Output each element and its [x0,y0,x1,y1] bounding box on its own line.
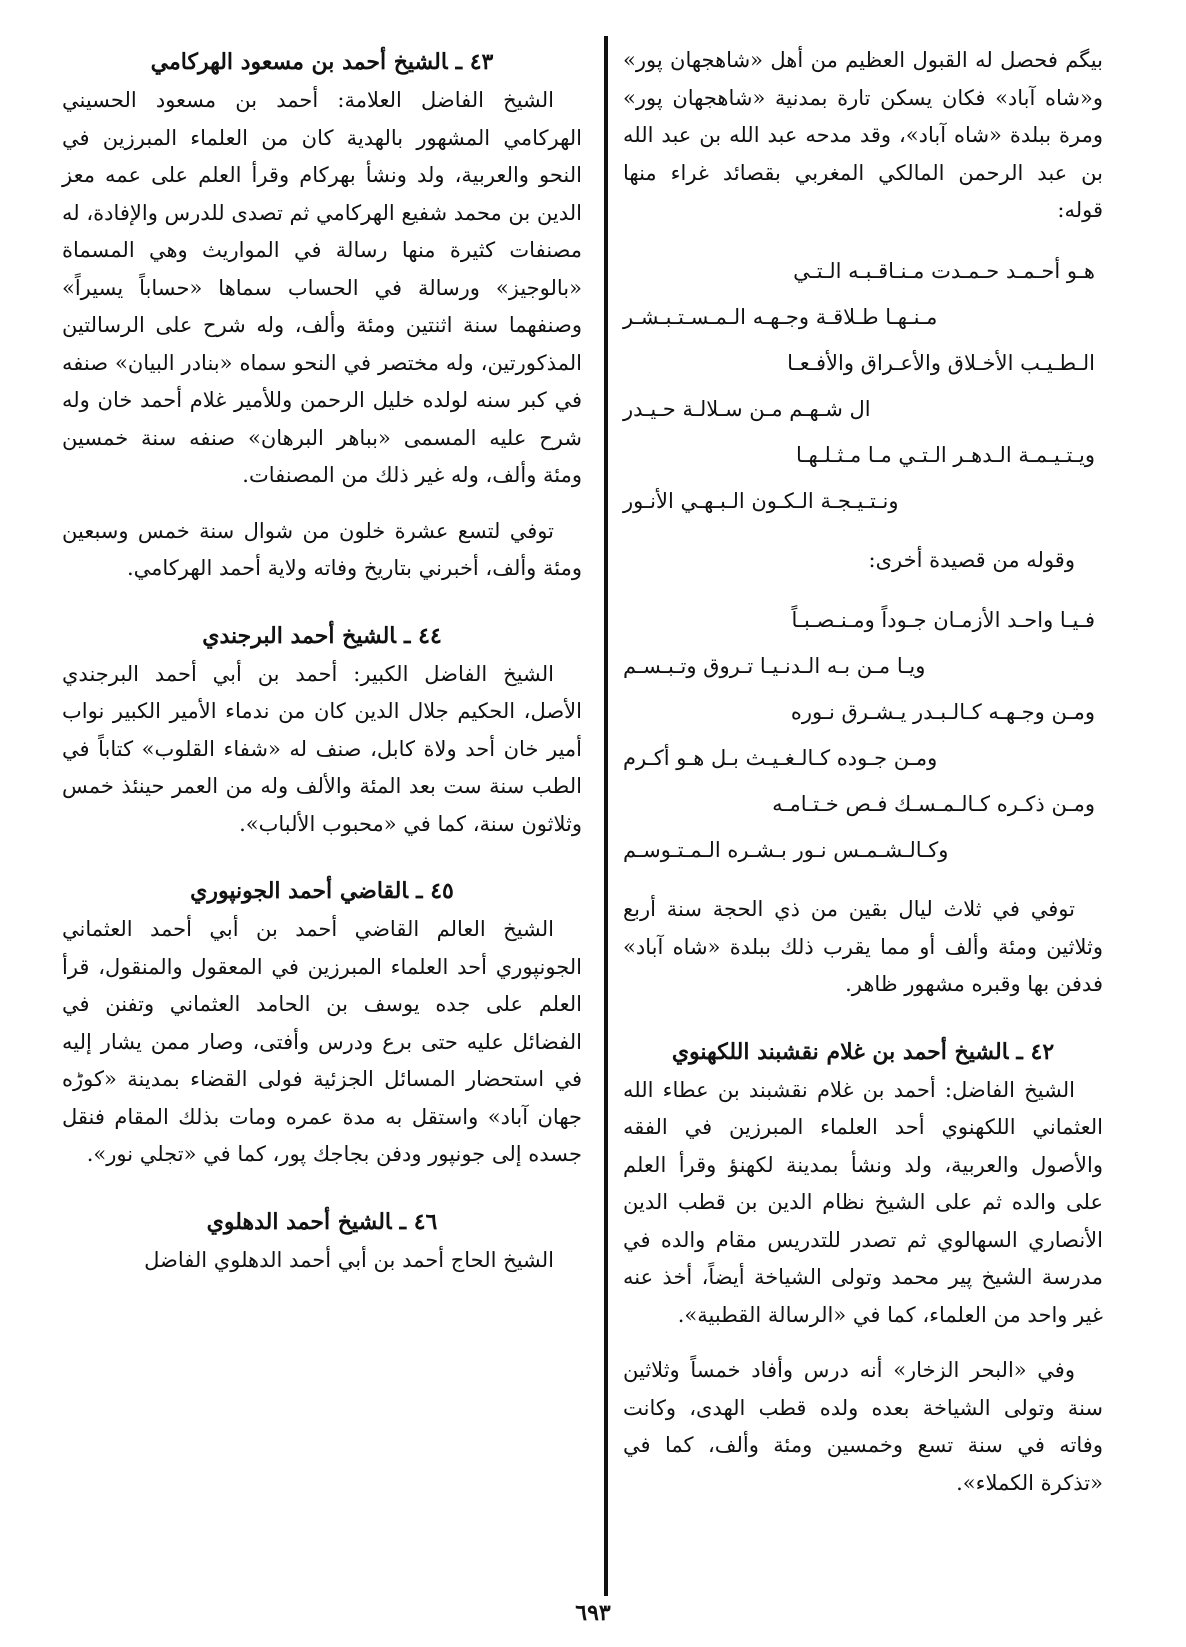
entry-number: ٤٤ ـ [404,622,442,649]
entry-45-paragraph-1: الشيخ العالم القاضي أحمد بن أبي أحمد العثماني الجونپوري أحد العلماء المبرزين في المعقول والمنقول، قرأ العلم على جده يوسف بن الحامد العثماني وتفنن في الفضائل عليه حتى برع ودرس وأفتى، وصار ممن يشار إليه في استحضار المسائل الجزئية فولى القضاء بمدينة «كوڑه جهان آباد» واستقل به مدة عمره ومات بذلك المقام فنقل جسده إلى جونپور ودفن بجاجك پور، كما في «تجلي نور». [62,917,582,1166]
poem-1 [623,248,1103,524]
entry-title: الشيخ أحمد الدهلوي [206,1208,392,1235]
entry-44-heading [62,616,582,656]
entry-title: الشيخ أحمد البرجندي [202,622,397,649]
death-paragraph: توفي في ثلاث ليال بقين من ذي الحجة سنة أربع وثلاثين ومئة وألف أو مما يقرب ذلك ببلدة «شاه آباد» فدفن بها وقبره مشهور ظاهر. [623,897,1103,996]
entry-42-paragraph-1: الشيخ الفاضل: أحمد بن غلام نقشبند بن عطاء الله العثماني اللكهنوي أحد العلماء المبرزين في الفقه والأصول والعربية، ولد ونشأ بمدينة لكهنؤ وقرأ العلم على والده ثم على الشيخ نظام الدين بن قطب الدين الأنصاري السهالوي ثم تصدر للتدريس مقام والده في مدرسة الشيخ پير محمد وتولى الشياخة أيضاً، أخذ عنه غير واحد من العلماء، كما في «الرسالة القطبية». [623,1077,1103,1327]
entry-44-paragraph-1: الشيخ الفاضل الكبير: أحمد بن أبي أحمد البرجندي الأصل، الحكيم جلال الدين كان من ندماء الأمير الكبير نواب أمير خان أحد ولاة كابل، صنف له «شفاء القلوب» كتاباً في الطب سنة ست بعد المئة والألف وله من العمر حينئذ خمس وثلاثون سنة، كما في «محبوب الألباب». [62,661,582,836]
poem-2 [623,597,1103,873]
entry-43-heading [62,42,582,82]
entry-number: ٤٥ ـ [416,878,454,904]
left-column [62,42,582,1279]
entry-number: ٤٢ ـ [1016,1038,1055,1065]
entry-43-paragraph-2: توفي لتسع عشرة خلون من شوال سنة خمس وسبعين ومئة وألف، أخبرني بتاريخ وفاته ولاية أحمد الهركامي. [62,518,582,580]
entry-46-heading [62,1202,582,1242]
entry-42-heading [623,1032,1103,1072]
entry-46-paragraph-1: الشيخ الحاج أحمد بن أبي أحمد الدهلوي الفاضل [144,1247,554,1272]
entry-title: الشيخ أحمد بن مسعود الهركامي [150,49,448,75]
verse-line: ال شـهـم مـن سـلالـة حـيـدر [623,396,871,421]
verse-line: ويـا مـن بـه الـدنـيـا تـروق وتـبـسـم [623,654,926,678]
verse-line: هـو أحـمـد حـمـدت مـنـاقـبـه الـتـي [793,258,1095,283]
intro-paragraph: بيگم فحصل له القبول العظيم من أهل «شاهجهان پور» و«شاه آباد» فكان يسكن تارة بمدنية «شاهجهان پور» ومرة ببلدة «شاه آباد»، وقد مدحه عبد الله بن عبد الله بن عبد الرحمن المالكي المغربي بقصائد غراء منها قوله: [623,48,1103,222]
entry-number: ٤٣ ـ [455,49,494,75]
verse-line: وكـالـشـمـس نـور بـشـره الـمـتـوسـم [623,838,949,862]
verse-line: ويـتـيـمـة الـدهـر الـتـي مـا مـثـلـهـا [796,442,1095,467]
verse-line: ومـن ذكـره كـالـمـسـك فـص خـتـامـه [772,792,1095,816]
entry-title: القاضي أحمد الجونپوري [190,878,409,904]
entry-title: الشيخ أحمد بن غلام نقشبند اللكهنوي [671,1038,1009,1065]
right-column [623,42,1103,1502]
verse-line: ونـتـيـجـة الـكـون الـبـهـي الأنـور [623,488,899,513]
column-divider [604,36,608,1596]
entry-43-paragraph-1: الشيخ الفاضل العلامة: أحمد بن مسعود الحسيني الهركامي المشهور بالهدية كان من العلماء المبرزين في النحو والعربية، ولد ونشأ بهركام وقرأ العلم على عمه معز الدين بن محمد شفيع الهركامي ثم تصدى للدرس والإفادة، له مصنفات كثيرة منها رسالة في المواريث وهي المسماة «بالوجيز» ورسالة في الحساب سماها «حساباً يسيراً» وصنفهما سنة اثنتين ومئة وألف، وله شرح على الرسالتين المذكورتين، وله مختصر في النحو سماه «بنادر البيان» صنفه في كبر سنه لولده خليل الرحمن وللأمير غلام أحمد خان وله شرح عليه المسمى «بباهر البرهان» صنفه سنة خمسين ومئة وألف، وله غير ذلك من المصنفات. [61,88,582,487]
verse-line: الـطـيـب الأخـلاق والأعـراق والأفـعـا [787,350,1095,375]
page-number: ٦٩٣ [575,1600,611,1626]
entry-number: ٤٦ ـ [399,1208,438,1235]
verse-line: مـنـهـا طـلاقـة وجـهـه الـمـسـتـبـشـر [623,304,938,329]
verse-line: ومـن جـوده كـالـغـيـث بـل هـو أكـرم [623,746,938,770]
verse-line: فـيـا واحـد الأزمـان جـوداً ومـنـصـبـاً [791,608,1095,632]
verse-line: ومـن وجـهـه كـالـبـدر يـشـرق نـوره [790,700,1095,724]
entry-42-paragraph-2: وفي «البحر الزخار» أنه درس وأفاد خمساً وثلاثين سنة وتولى الشياخة بعده ولده قطب الهدى، وكانت وفاته في سنة تسع وخمسين ومئة وألف، كما في «تذكرة الكملاء». [623,1358,1103,1495]
entry-45-heading [62,871,582,911]
poem-2-intro: وقوله من قصيدة أخرى: [868,547,1075,572]
